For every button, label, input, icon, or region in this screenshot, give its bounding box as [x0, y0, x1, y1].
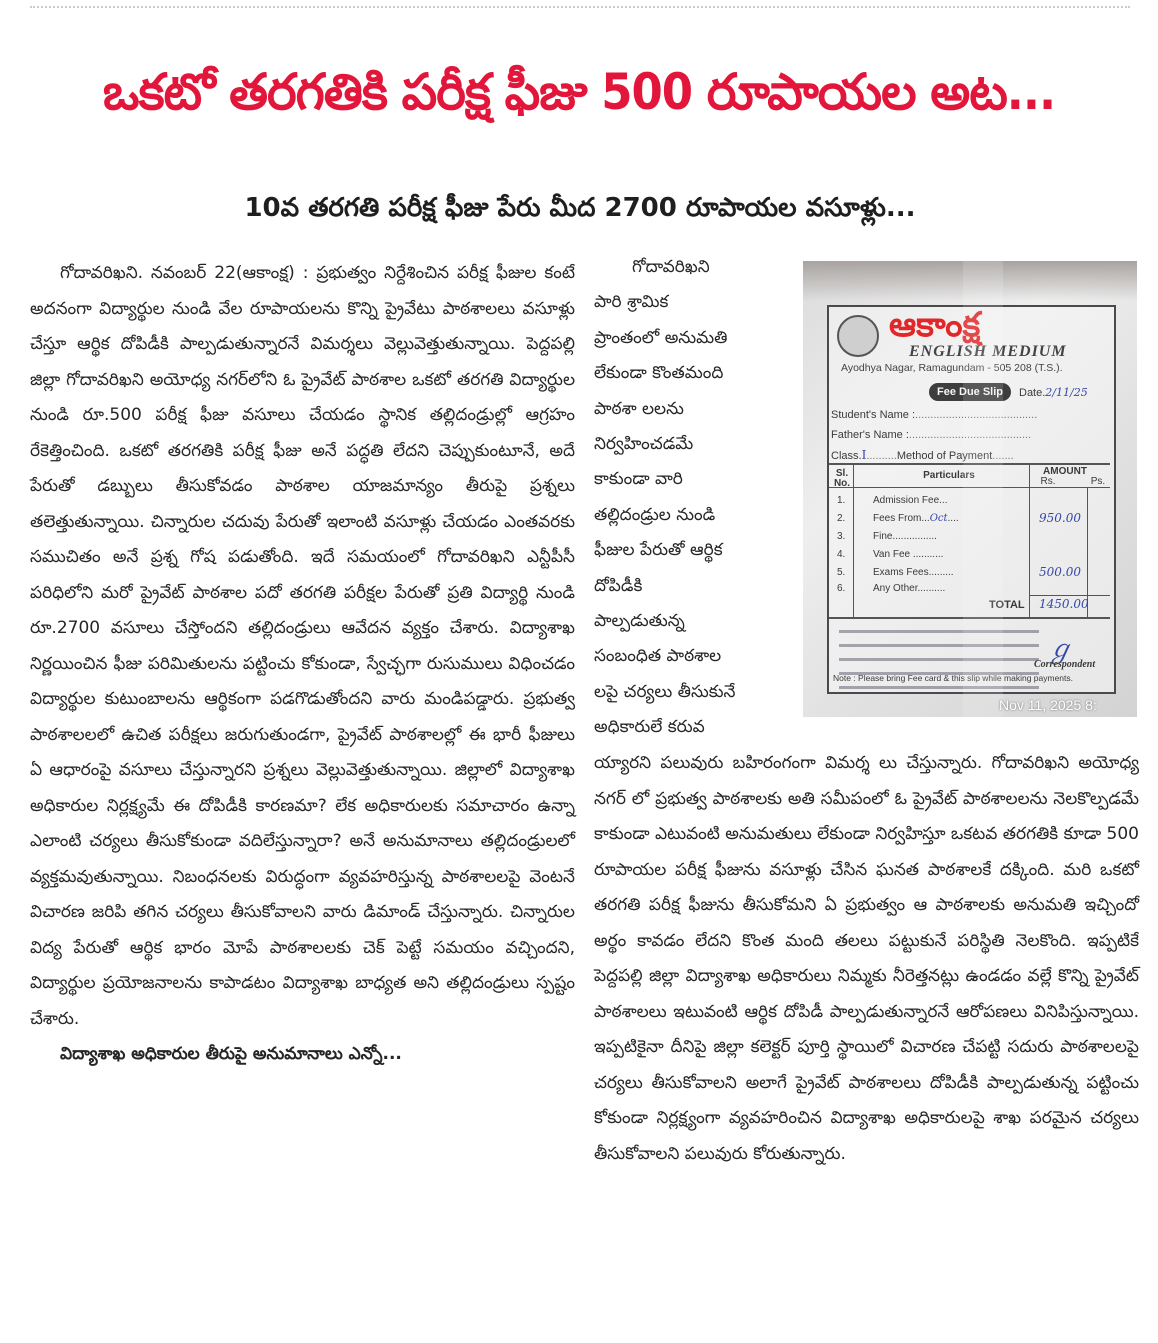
- method-label: Method of Payment: [896, 450, 993, 462]
- particulars-header: Particulars: [923, 470, 975, 481]
- row-sl: 2.: [837, 513, 846, 524]
- narrow-line: పాఠశా లలను: [594, 398, 684, 419]
- photo-timestamp: Nov 11, 2025 8:: [999, 697, 1097, 713]
- article-body-paragraph: గోదావరిఖని. నవంబర్ 22(ఆకాంక్ష) : ప్రభుత్వం నిర్దేశించిన పరీక్ష ఫీజుల కంటే అదనంగా విద్యార్థుల నుండి వేల రూపాయలను కొన్ని ప్రైవేటు పాఠశాలలు వసూళ్లు చేస్తూ ఆర్థిక దోపిడీకి పాల్పడుతున్నారనే విమర్శలు వెల్లువెత్తుతున్నాయి. పెద్దపల్లి జిల్లా గోదావరిఖని అయోధ్య నగర్‌లోని ఓ ప్రైవేట్ పాఠశాల ఒకటో తరగతి విద్యార్థుల నుండి రూ.500 పరీక్ష ఫీజు వసూలు చేయడం స్థానిక తల్లిదండ్రుల్లో ఆగ్రహం రేకెత్తించింది. ఒకటో తరగతికి పరీక్ష ఫీజు అనే పద్ధతి లేదని చెప్పుకుంటూనే, అదే పేరుతో డబ్బులు తీసుకోవడం పాఠశాల యాజమాన్యం తీరుపై ప్రశ్నలు తలెత్తుతున్నాయి. చిన్నారుల చదువు పేరుతో ఇలాంటి వసూళ్లు చేయడం ఎంతవరకు సముచితం అనే ప్రశ్న గోష పడుతోంది. ఇదే సమయంలో గోదావరిఖని ఎన్టీపీసీ పరిధిలోని మరో ప్రైవేట్ పాఠశాల పదో తరగతి పరీక్షల పేరుతో ప్రతి విద్యార్థి నుండి రూ.2700 వసూలు చేస్తోందని తల్లిదండ్రులు ఆవేదన వ్యక్తం చేశారు. విద్యాశాఖ నిర్ణయించిన ఫీజు పరిమితులను పట్టించు కోకుండా, స్వేచ్ఛగా రుసుములు విధించడం విద్యార్థుల కుటుంబాలను ఆర్థికంగా పడగొడుతోందని వారు మండిపడ్డారు. ప్రభుత్వ పాఠశాలలలో ఉచిత పరీక్షలు జరుగుతుండగా, ప్రైవేట్ పాఠశాలల్లో ఈ భారీ ఫీజులు ఏ ఆధారంపై వసూలు చేస్తున్నారని ప్రశ్నలు వెల్లువెత్తుతున్నాయి. జిల్లాలో విద్యాశాఖ అధికారుల నిర్లక్ష్యమే ఈ దోపిడీకి కారణమా? లేక అధికారులకు సమాచారం ఉన్నా ఎలాంటి చర్యలు తీసుకోకుండా వదిలేస్తున్నారా? అనే అనుమానాలు తల్లిదండ్రులలో వ్యక్తమవుతున్నాయి. నిబంధనలకు విరుద్ధంగా వ్యవహరిస్తున్న పాఠశాలలపై వెంటనే విచారణ జరిపి తగిన చర్యలు తీసుకోవాలని వారు డిమాండ్ చేస్తున్నారు. చిన్నారుల విద్య పేరుతో ఆర్థిక భారం మోపే పాఠశాలలకు చెక్ పెట్టే సమయం వచ్చిందని, విద్యార్థుల ప్రయోజనాలను కాపాడటం విద్యాశాఖ బాధ్యత అని తల్లిదండ్రులు స్పష్టం చేశారు.: [30, 263, 575, 1029]
- school-medium: ENGLISH MEDIUM: [909, 343, 1067, 360]
- row-particular: Admission Fee...: [873, 495, 948, 506]
- article-left-column: [30, 256, 575, 1073]
- father-name-field: Father's Name :........................................: [831, 429, 1032, 441]
- narrow-line: ప్రాంతంలో అనుమతి: [594, 327, 728, 348]
- row-sl: 1.: [837, 495, 846, 506]
- row-amount: 950.00: [1039, 511, 1081, 525]
- row-sl: 5.: [837, 567, 846, 578]
- narrow-line: గోదావరిఖని: [632, 257, 710, 277]
- narrow-line: అధికారులే కరువ: [594, 717, 705, 738]
- narrow-line: నిర్వహించడమే: [594, 434, 694, 455]
- row-particular: Any Other..........: [873, 583, 946, 594]
- class-field: Class.I..........Method of Payment.......: [831, 448, 1014, 462]
- article-subheading: విద్యాశాఖ అధికారుల తీరుపై అనుమానాలు ఎన్నో...: [60, 1044, 402, 1064]
- narrow-line: దోపిడీకి: [594, 575, 643, 596]
- article-narrow-column: [594, 250, 799, 746]
- school-name: ఆకాంక్ష: [889, 305, 981, 345]
- student-name-field: Student's Name :........................................: [831, 409, 1038, 421]
- rupees-header: Rs.: [1040, 476, 1056, 487]
- school-emblem-icon: [837, 315, 879, 357]
- total-amount: 1450.00: [1039, 597, 1089, 611]
- paper-fold: [963, 261, 1003, 717]
- slip-note: Note : Please bring Fee card & this slip while making payments.: [833, 673, 1074, 683]
- row-particular: Exams Fees.........: [873, 567, 954, 578]
- narrow-line: ఫీజుల పేరుతో ఆర్థిక: [594, 540, 723, 561]
- row-sl: 3.: [837, 531, 846, 542]
- headline: ఒకటో తరగతికి పరీక్ష ఫీజు 500 రూపాయల అట...: [102, 63, 1056, 121]
- previous-article-cut-line: [30, 0, 1130, 8]
- slip-date: [1019, 386, 1088, 399]
- fee-slip-photo: [803, 261, 1137, 717]
- narrow-line: లపై చర్యలు తీసుకునే: [594, 681, 736, 702]
- narrow-line: పారి శ్రామిక: [594, 292, 669, 313]
- date-value: 2/11/25: [1045, 386, 1088, 399]
- article-right-column: [594, 746, 1139, 1172]
- total-label: TOTAL: [989, 599, 1025, 611]
- row-amount: 500.00: [1039, 565, 1081, 579]
- narrow-line: లేకుండా కొంతమంది: [594, 363, 724, 384]
- row-particular: Fees From...Oct....: [873, 513, 959, 524]
- narrow-line: పాల్పడుతున్న: [594, 611, 685, 632]
- signature: ℊ: [1047, 635, 1074, 665]
- paise-header: Ps.: [1090, 476, 1106, 487]
- student-name-label: Student's Name :: [831, 409, 916, 421]
- sl-no-header: Sl. No.: [833, 468, 851, 489]
- article-body-paragraph: య్యారని పలువురు బహిరంగంగా విమర్శ లు చేస్తున్నారు. గోదావరిఖని అయోధ్య నగర్ లో ప్రభుత్వ పాఠశాలకు అతి సమీపంలో ఓ ప్రైవేట్ పాఠశాలలను నెలకొల్పడమే కాకుండా ఎటువంటి అనుమతులు లేకుండా నిర్వహిస్తూ ఒకటవ తరగతికి కూడా 500 రూపాయల పరీక్ష ఫీజును వసూళ్లు చేసిన ఘనత పాఠశాలకే దక్కింది. మరి ఒకటో తరగతి పరీక్ష ఫీజును తీసుకోమని ఏ ప్రభుత్వం ఆ పాఠశాలకు అనుమతి ఇచ్చిందో అర్థం కావడం లేదని కొంత మంది తలలు పట్టుకునే పరిస్థితి నెలకొంది. ఇప్పటికే పెద్దపల్లి జిల్లా విద్యాశాఖ అధికారులు నిమ్మకు నీరెత్తనట్లు ఉండడం వల్లే కొన్ని ప్రైవేట్ పాఠశాలలు ఇటువంటి ఆర్థిక దోపిడీ పాల్పడుతున్నారనే ఆరోపణలు వినిపిస్తున్నాయి. ఇప్పటికైనా దీనిపై జిల్లా కలెక్టర్ పూర్తి స్థాయిలో విచారణ చేపట్టి సదురు పాఠశాలలపై చర్యలు తీసుకోవాలని అలాగే ప్రైవేట్ పాఠశాలలు దోపిడీకి పాల్పడుతున్న పట్టించు కోకుండా నిర్లక్ష్యంగా వ్యవహరించిన విద్యాశాఖ అధికారులపై శాఖ పరమైన చర్యలు తీసుకోవాలని పలువురు కోరుతున్నారు.: [594, 753, 1139, 1164]
- slip-title-badge: Fee Due Slip: [929, 383, 1011, 401]
- narrow-line: సంబంధిత పాఠశాల: [594, 646, 722, 667]
- school-address: Ayodhya Nagar, Ramagundam - 505 208 (T.S.).: [841, 362, 1063, 374]
- correspondent-label: Correspondent: [1034, 659, 1096, 670]
- row-particular: Van Fee ...........: [873, 549, 944, 560]
- date-label: Date.: [1019, 387, 1046, 399]
- row-sl: 4.: [837, 549, 846, 560]
- amount-header: AMOUNT: [1043, 466, 1087, 477]
- narrow-line: తల్లిదండ్రుల నుండి: [594, 504, 716, 525]
- row-note: Oct: [929, 513, 948, 524]
- class-value: I: [861, 448, 867, 462]
- class-label: Class.: [831, 450, 862, 462]
- subheadline: 10వ తరగతి పరీక్ష ఫీజు పేరు మీద 2700 రూపాయల వసూళ్లు...: [244, 193, 916, 223]
- father-name-label: Father's Name :: [831, 429, 909, 441]
- row-particular: Fine................: [873, 531, 937, 542]
- row-sl: 6.: [837, 583, 846, 594]
- narrow-line: కాకుండా వారి: [594, 469, 683, 490]
